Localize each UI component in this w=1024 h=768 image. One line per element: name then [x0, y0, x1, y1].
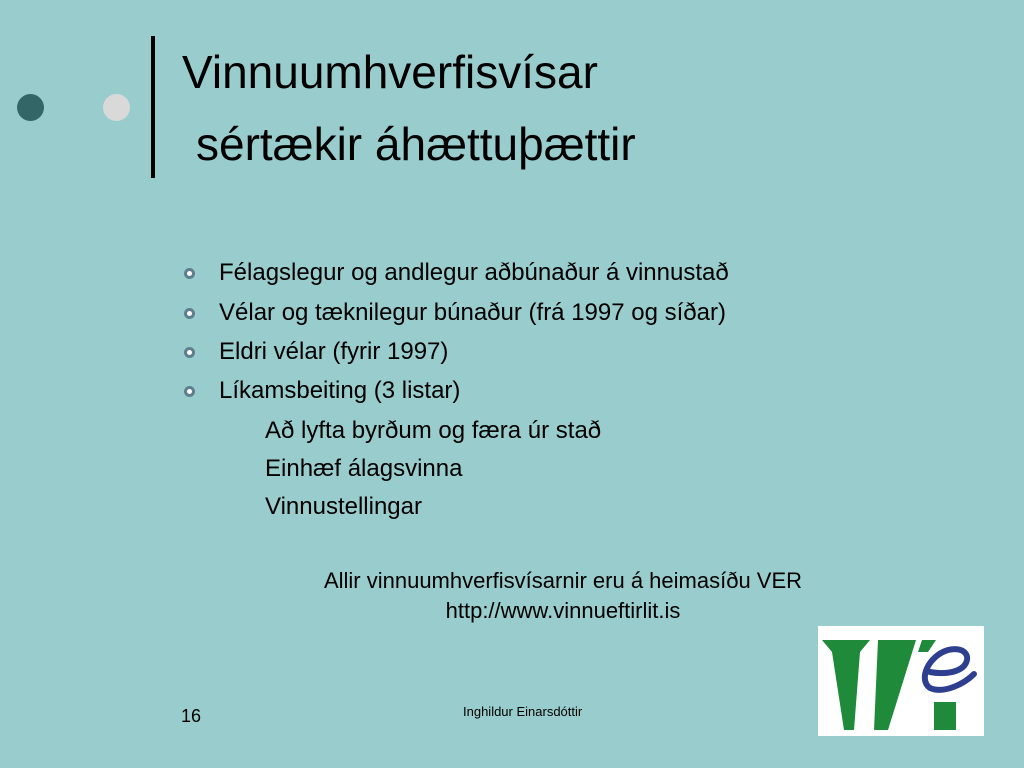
- circle-bullet-icon: [184, 347, 195, 358]
- bullet-item: [184, 373, 460, 409]
- slide-subtitle: sértækir áhættuþættir: [196, 118, 636, 170]
- title-divider: [151, 36, 155, 178]
- bullet-item: [184, 334, 448, 370]
- decorative-dot-light: [103, 94, 130, 121]
- sub-list-item: Einhæf álagsvinna: [265, 455, 463, 482]
- bullet-text: Félagslegur og andlegur aðbúnaður á vinnustað: [219, 259, 729, 286]
- note-text: Allir vinnuumhverfisvísarnir eru á heimasíðu VER: [323, 568, 803, 593]
- bullet-text: Eldri vélar (fyrir 1997): [219, 338, 449, 365]
- decorative-dot-dark: [17, 94, 44, 121]
- sub-list-item: Að lyfta byrðum og færa úr stað: [265, 417, 602, 444]
- website-link[interactable]: http://www.vinnueftirlit.is: [445, 598, 681, 623]
- bullet-text: Vélar og tæknilegur búnaður (frá 1997 og síðar): [219, 299, 726, 326]
- circle-bullet-icon: [184, 268, 195, 279]
- slide-title: Vinnuumhverfisvísar: [182, 46, 598, 98]
- circle-bullet-icon: [184, 386, 195, 397]
- footer-author: Inghildur Einarsdóttir: [463, 704, 583, 719]
- page-number: 16: [181, 706, 202, 726]
- circle-bullet-icon: [184, 308, 195, 319]
- bullet-text: Líkamsbeiting (3 listar): [219, 377, 461, 404]
- bullet-item: [184, 255, 729, 291]
- sub-list-item: Vinnustellingar: [265, 493, 422, 520]
- bullet-item: [184, 295, 726, 331]
- vinnueftirlit-logo: [818, 626, 984, 736]
